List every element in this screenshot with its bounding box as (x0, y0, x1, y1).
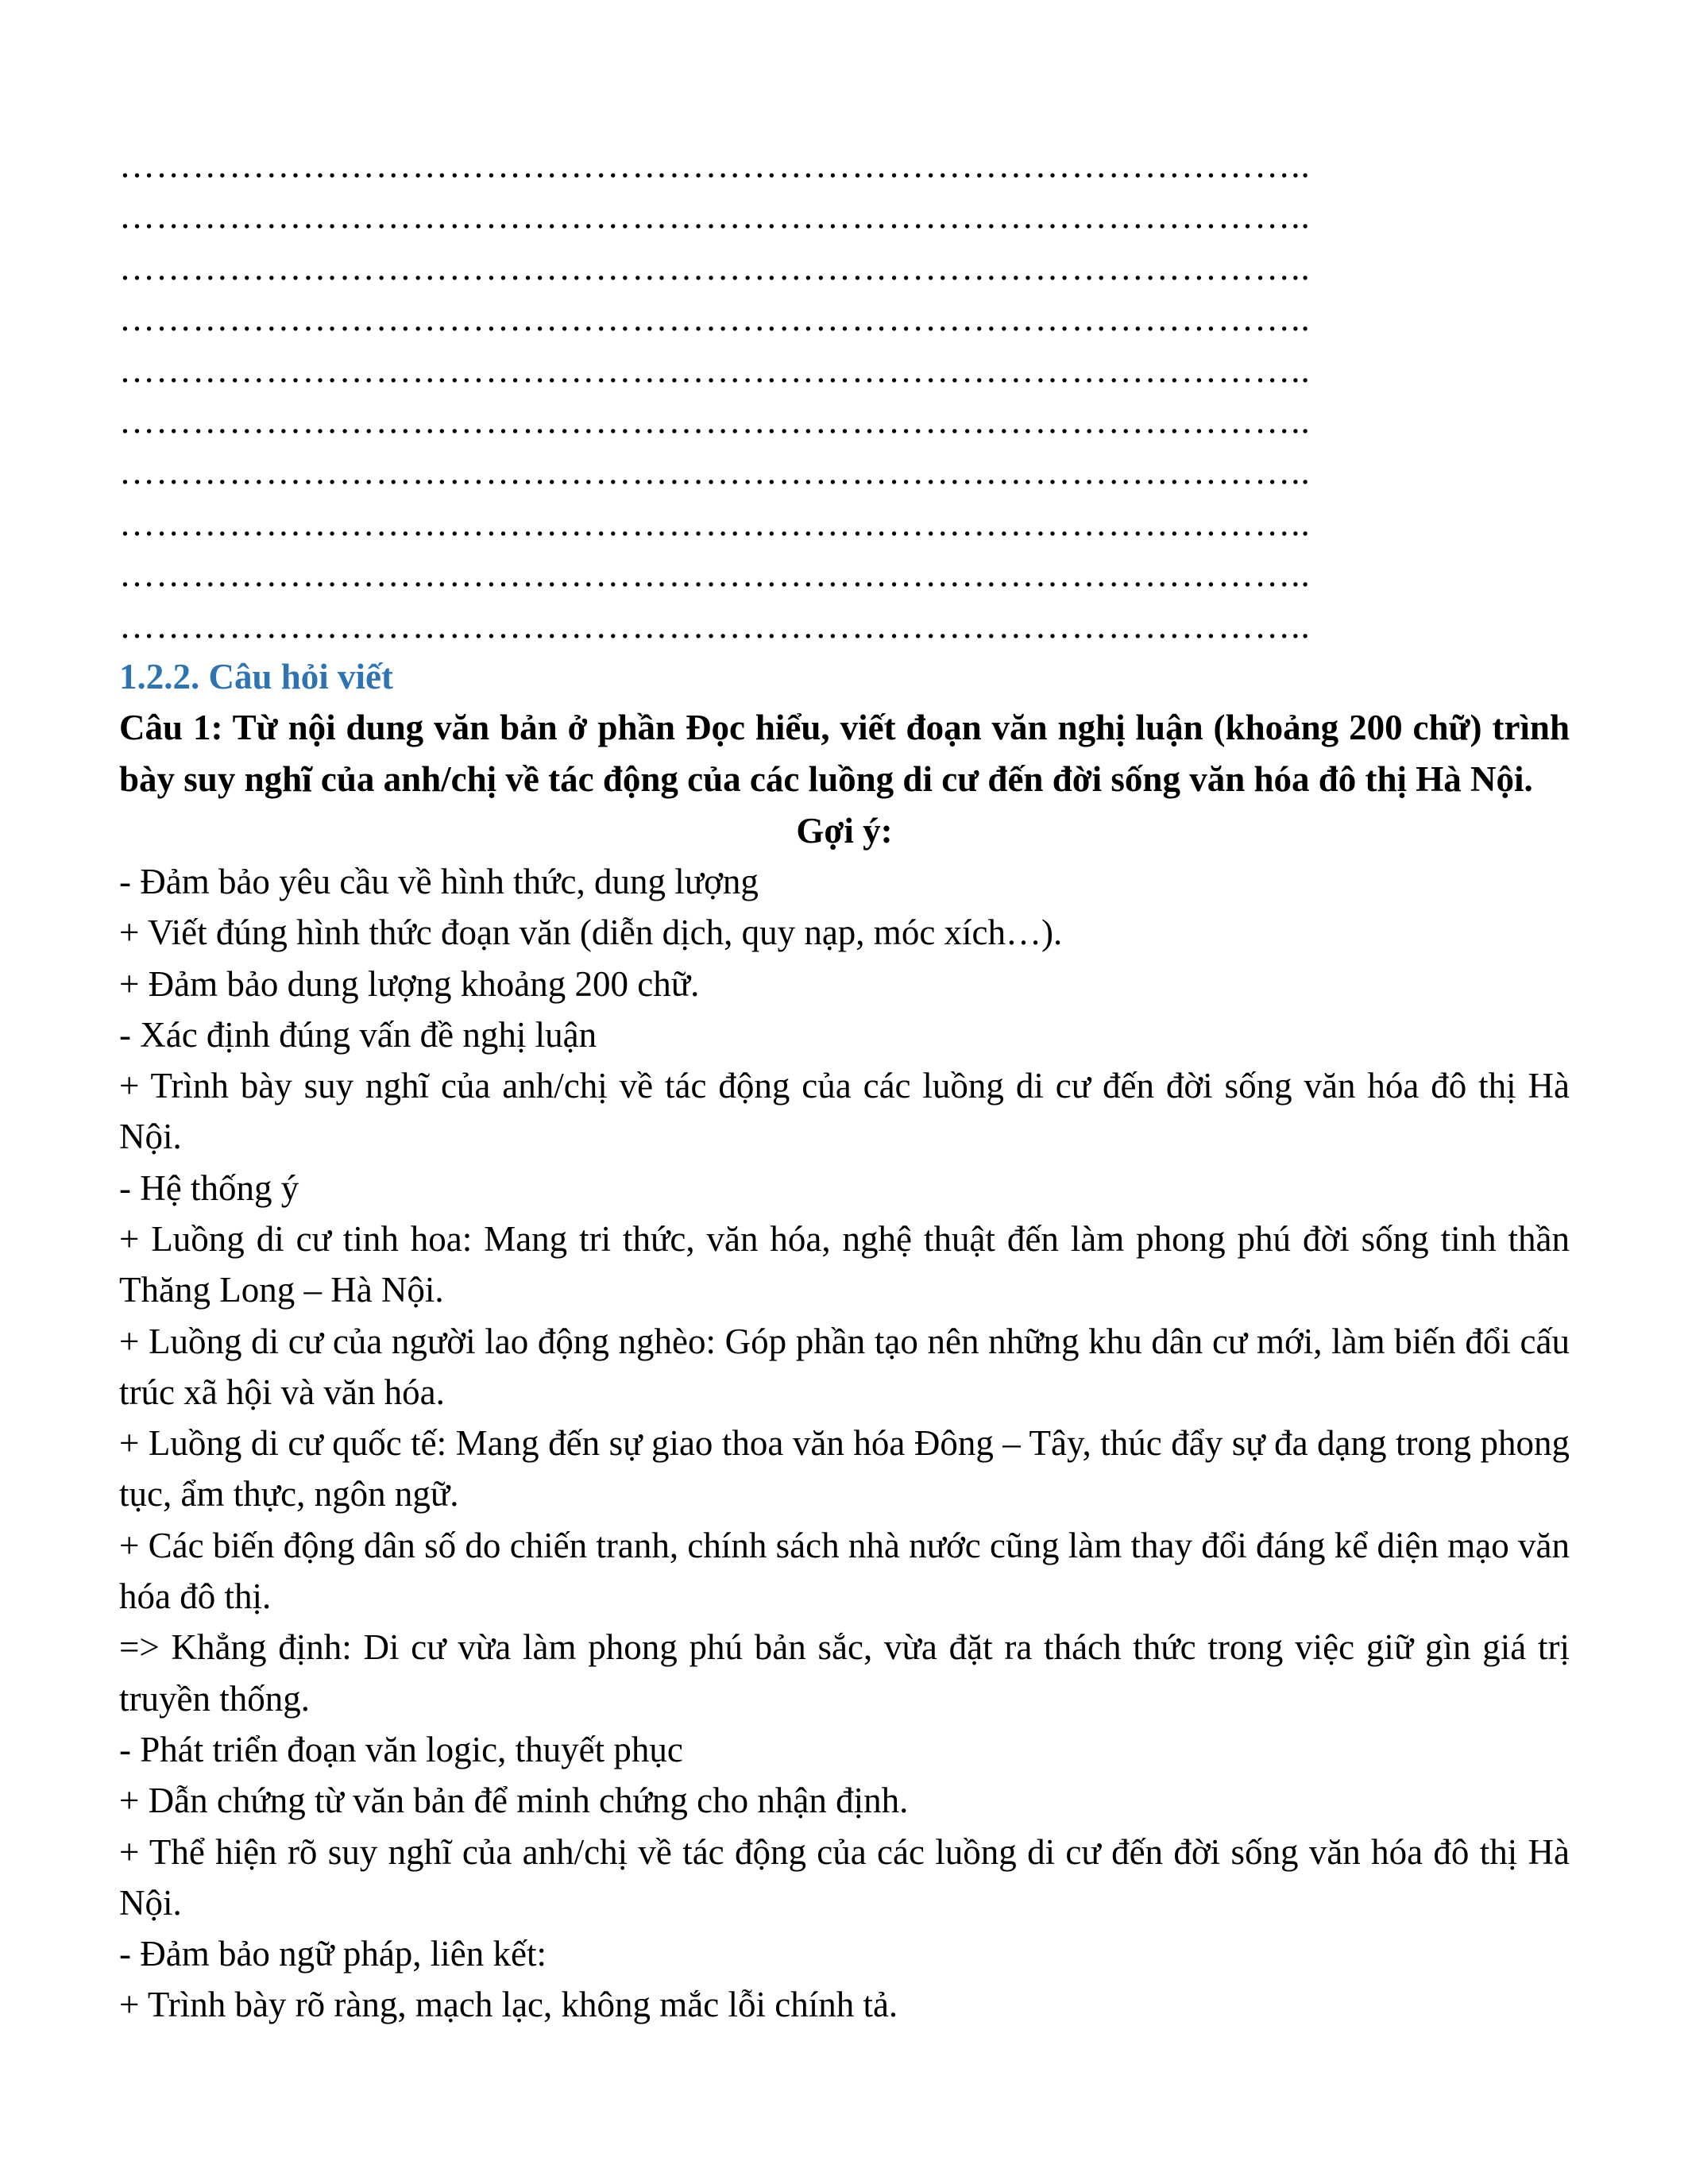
hint-title: Gợi ý: (796, 810, 893, 851)
hint-line: + Dẫn chứng từ văn bản để minh chứng cho nhận định. (119, 1781, 909, 1821)
hint-line: + Viết đúng hình thức đoạn văn (diễn dịch, quy nạp, móc xích…). (119, 913, 1063, 953)
dotted-line: …………………………………………………………………………………….. (119, 400, 1311, 441)
dotted-line: …………………………………………………………………………………….. (119, 452, 1311, 492)
answer-dotted-lines (119, 140, 1570, 651)
hint-line: - Phát triển đoạn văn logic, thuyết phục (119, 1729, 683, 1769)
question-text: Câu 1: Từ nội dung văn bản ở phần Đọc hiểu, viết đoạn văn nghị luận (khoảng 200 chữ) trình bày suy nghĩ của anh/chị về tác động của các luồng di cư đến đời sống văn hóa đô thị Hà Nội. (119, 707, 1570, 799)
hint-line: + Thể hiện rõ suy nghĩ của anh/chị về tác động của các luồng di cư đến đời sống văn hóa đô thị Hà Nội. (119, 1831, 1570, 1923)
hint-line: + Luồng di cư quốc tế: Mang đến sự giao thoa văn hóa Đông – Tây, thúc đẩy sự đa dạng trong phong tục, ẩm thực, ngôn ngữ. (119, 1423, 1570, 1515)
hint-line: + Các biến động dân số do chiến tranh, chính sách nhà nước cũng làm thay đổi đáng kể diện mạo văn hóa đô thị. (119, 1525, 1570, 1617)
dotted-line: …………………………………………………………………………………….. (119, 145, 1311, 185)
hint-line: - Hệ thống ý (119, 1167, 299, 1208)
hint-list (119, 856, 1570, 2031)
hint-line: + Trình bày rõ ràng, mạch lạc, không mắc lỗi chính tả. (119, 1985, 898, 2025)
hint-line: + Luồng di cư của người lao động nghèo: Góp phần tạo nên những khu dân cư mới, làm biến đổi cấu trúc xã hội và văn hóa. (119, 1321, 1570, 1412)
hint-line: - Xác định đúng vấn đề nghị luận (119, 1014, 597, 1055)
dotted-line: …………………………………………………………………………………….. (119, 554, 1311, 595)
page-content (119, 140, 1570, 2031)
hint-line: + Trình bày suy nghĩ của anh/chị về tác động của các luồng di cư đến đời sống văn hóa đô thị Hà Nội. (119, 1066, 1570, 1157)
dotted-line: …………………………………………………………………………………….. (119, 247, 1311, 287)
dotted-line: …………………………………………………………………………………….. (119, 503, 1311, 543)
dotted-line: …………………………………………………………………………………….. (119, 196, 1311, 237)
hint-line: - Đảm bảo ngữ pháp, liên kết: (119, 1934, 547, 1974)
dotted-line: …………………………………………………………………………………….. (119, 299, 1311, 339)
hint-line: - Đảm bảo yêu cầu về hình thức, dung lượng (119, 861, 759, 901)
hint-line: + Đảm bảo dung lượng khoảng 200 chữ. (119, 963, 700, 1004)
hint-line: + Luồng di cư tinh hoa: Mang tri thức, văn hóa, nghệ thuật đến làm phong phú đời sống tinh thần Thăng Long – Hà Nội. (119, 1218, 1570, 1310)
dotted-line: …………………………………………………………………………………….. (119, 605, 1311, 646)
dotted-line: …………………………………………………………………………………….. (119, 349, 1311, 390)
section-title: 1.2.2. Câu hỏi viết (119, 656, 394, 696)
hint-line: => Khẳng định: Di cư vừa làm phong phú bản sắc, vừa đặt ra thách thức trong việc giữ gìn giá trị truyền thống. (119, 1627, 1570, 1719)
